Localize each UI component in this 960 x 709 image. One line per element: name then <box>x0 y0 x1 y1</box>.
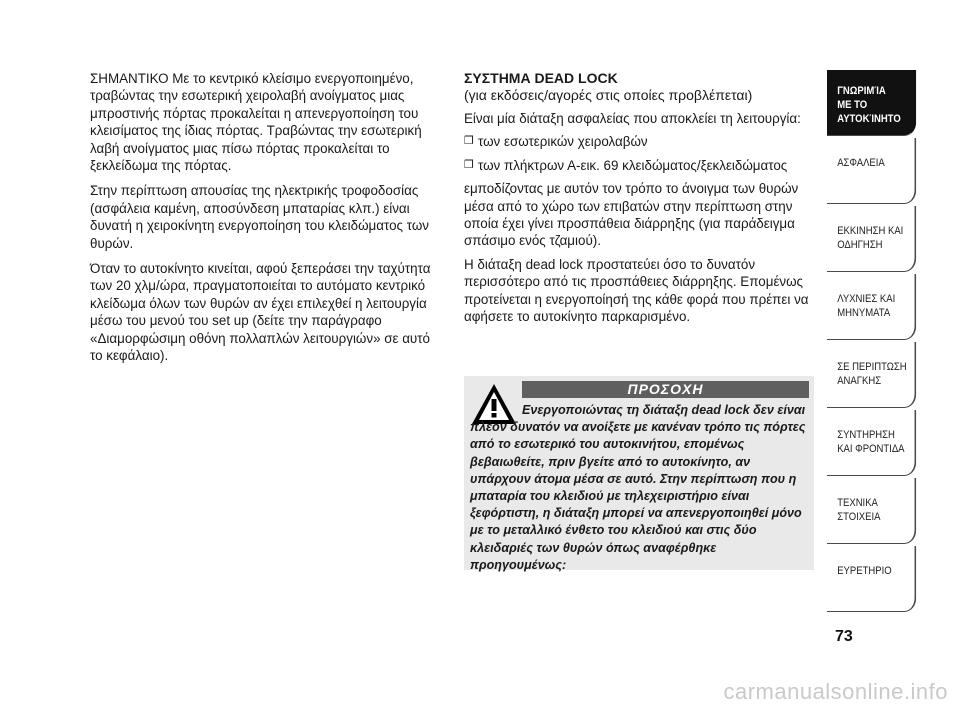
tab-getting-to-know-car[interactable] <box>827 70 916 136</box>
tab-label: ΕΥΡΕΤΗΡΙΟ <box>837 565 892 577</box>
chapter-tabs <box>827 70 917 614</box>
bullet-text: των πλήκτρων Α-εικ. 69 κλειδώματος/ξεκλειδώματος <box>478 157 788 173</box>
tab-starting-driving[interactable] <box>827 206 916 272</box>
paragraph-purpose: εμποδίζοντας με αυτόν τον τρόπο το άνοιγμα των θυρών μέσα από το χώρο των επιβατών στην περίπτωση στην οποία έχει γίνει προσπάθεια διάρρηξης (για παράδειγμα σπάσιμο ενός τζαμιού). <box>464 181 799 249</box>
tab-safety[interactable] <box>827 138 916 204</box>
tab-label: ΣΥΝΤΗΡΗΣΗ ΚΑΙ ΦΡΟΝΤΙΔΑ <box>837 429 905 455</box>
warning-text: Ενεργοποιώντας τη διάταξη dead lock δεν είναι πλέον δυνατόν να ανοίξετε με κανέναν τρόπο τις πόρτες από το εσωτερικό του αυτοκινήτου, επομένως βεβαιωθείτε, πριν βγείτε από το αυτοκίνητο, αν υπάρχουν άτομα μέσα σε αυτό. Στην περίπτωση που η μπαταρία του κλειδιού με τηλεχειριστήριο είναι ξεφόρτιστη, η διάταξη μπορεί να απενεργοποιηθεί μόνο με το μεταλλικό ένθετο του κλειδιού και στις δύο κλειδαριές των θυρών όπως αναφέρθηκε προηγουμένως: <box>470 403 806 572</box>
tab-label: ΑΣΦΑΛΕΙΑ <box>837 157 885 169</box>
watermark: carmanualsonline.info <box>723 679 948 704</box>
tab-label: ΤΕΧΝΙΚΑ ΣΤΟΙΧΕΙΑ <box>837 497 881 523</box>
tab-emergency[interactable] <box>827 342 916 408</box>
page-number: 73 <box>835 628 853 645</box>
tab-label: ΛΥΧΝΙΕΣ ΚΑΙ ΜΗΝΥΜΑΤΑ <box>837 293 896 319</box>
bullet-item <box>464 133 816 150</box>
section-title: ΣΥΣΤΗΜΑ DEAD LOCK <box>464 70 618 86</box>
tab-index[interactable] <box>827 546 916 612</box>
tab-maintenance[interactable] <box>827 410 916 476</box>
paragraph-manual-lock: Στην περίπτωση απουσίας της ηλεκτρικής τροφοδοσίας (ασφάλεια καμένη, αποσύνδεση μπαταρίας κλπ.) είναι δυνατή η χειροκίνητη ενεργοποίηση του κλειδώματος των θυρών. <box>90 183 429 251</box>
tab-label: ΕΚΚΙΝΗΣΗ ΚΑΙ ΟΔΗΓΗΣΗ <box>837 225 904 251</box>
paragraph-recommendation: Η διάταξη dead lock προστατεύει όσο το δυνατόν περισσότερο από τις προσπάθειες διάρρηξης. Επομένως προτείνεται η ενεργοποίησή της κάθε φορά που πρέπει να αφήσετε το αυτοκίνητο παρκαρισμένο. <box>464 256 809 325</box>
bullet-item <box>464 157 816 174</box>
tab-lights-messages[interactable] <box>827 274 916 340</box>
tab-label: ΣΕ ΠΕΡΙΠΤΩΣΗ ΑΝΑΓΚΗΣ <box>837 361 907 387</box>
checkbox-bullet-icon: ❒ <box>464 158 474 171</box>
intro-paragraph: Είναι μία διάταξη ασφαλείας που αποκλείει τη λειτουργία: <box>464 111 801 126</box>
right-column <box>464 70 816 331</box>
bullet-text: των εσωτερικών χειρολαβών <box>478 134 648 150</box>
tab-label: ΓΝΩΡΙΜΊΑ ΜΕ ΤΟ ΑΥΤΟΚΊΝΗΤΟ <box>837 85 901 125</box>
warning-heading: ΠΡΟΣΟΧΗ <box>522 381 809 398</box>
tab-technical-data[interactable] <box>827 478 916 544</box>
section-subtitle: (για εκδόσεις/αγορές στις οποίες προβλέπεται) <box>464 87 753 103</box>
checkbox-bullet-icon: ❒ <box>464 135 474 148</box>
paragraph-important: ΣΗΜΑΝΤΙΚΟ Με το κεντρικό κλείσιμο ενεργοποιημένο, τραβώντας την εσωτερική χειρολαβή ανοίγματος μιας μπροστινής πόρτας προκαλείται η απενεργοποίηση του κλεισίματος της ίδιας πόρτας. Τραβώντας την εσωτερική λαβή ανοίγματος μιας πίσω πόρτας προκαλείται το ξεκλείδωμα της πόρτας. <box>90 71 422 174</box>
left-column <box>90 70 440 373</box>
warning-box <box>464 376 814 570</box>
paragraph-auto-lock: Όταν το αυτοκίνητο κινείται, αφού ξεπεράσει την ταχύτητα των 20 χλμ/ώρα, πραγματοποιείται το αυτόματο κεντρικό κλείδωμα όλων των θυρών αν έχει επιλεχθεί η λειτουργία μέσω του μενού του set up (δείτε την παράγραφο «Διαμορφώσιμη οθόνη πολλαπλών λειτουργιών» σε αυτό το κεφάλαιο). <box>90 261 431 364</box>
